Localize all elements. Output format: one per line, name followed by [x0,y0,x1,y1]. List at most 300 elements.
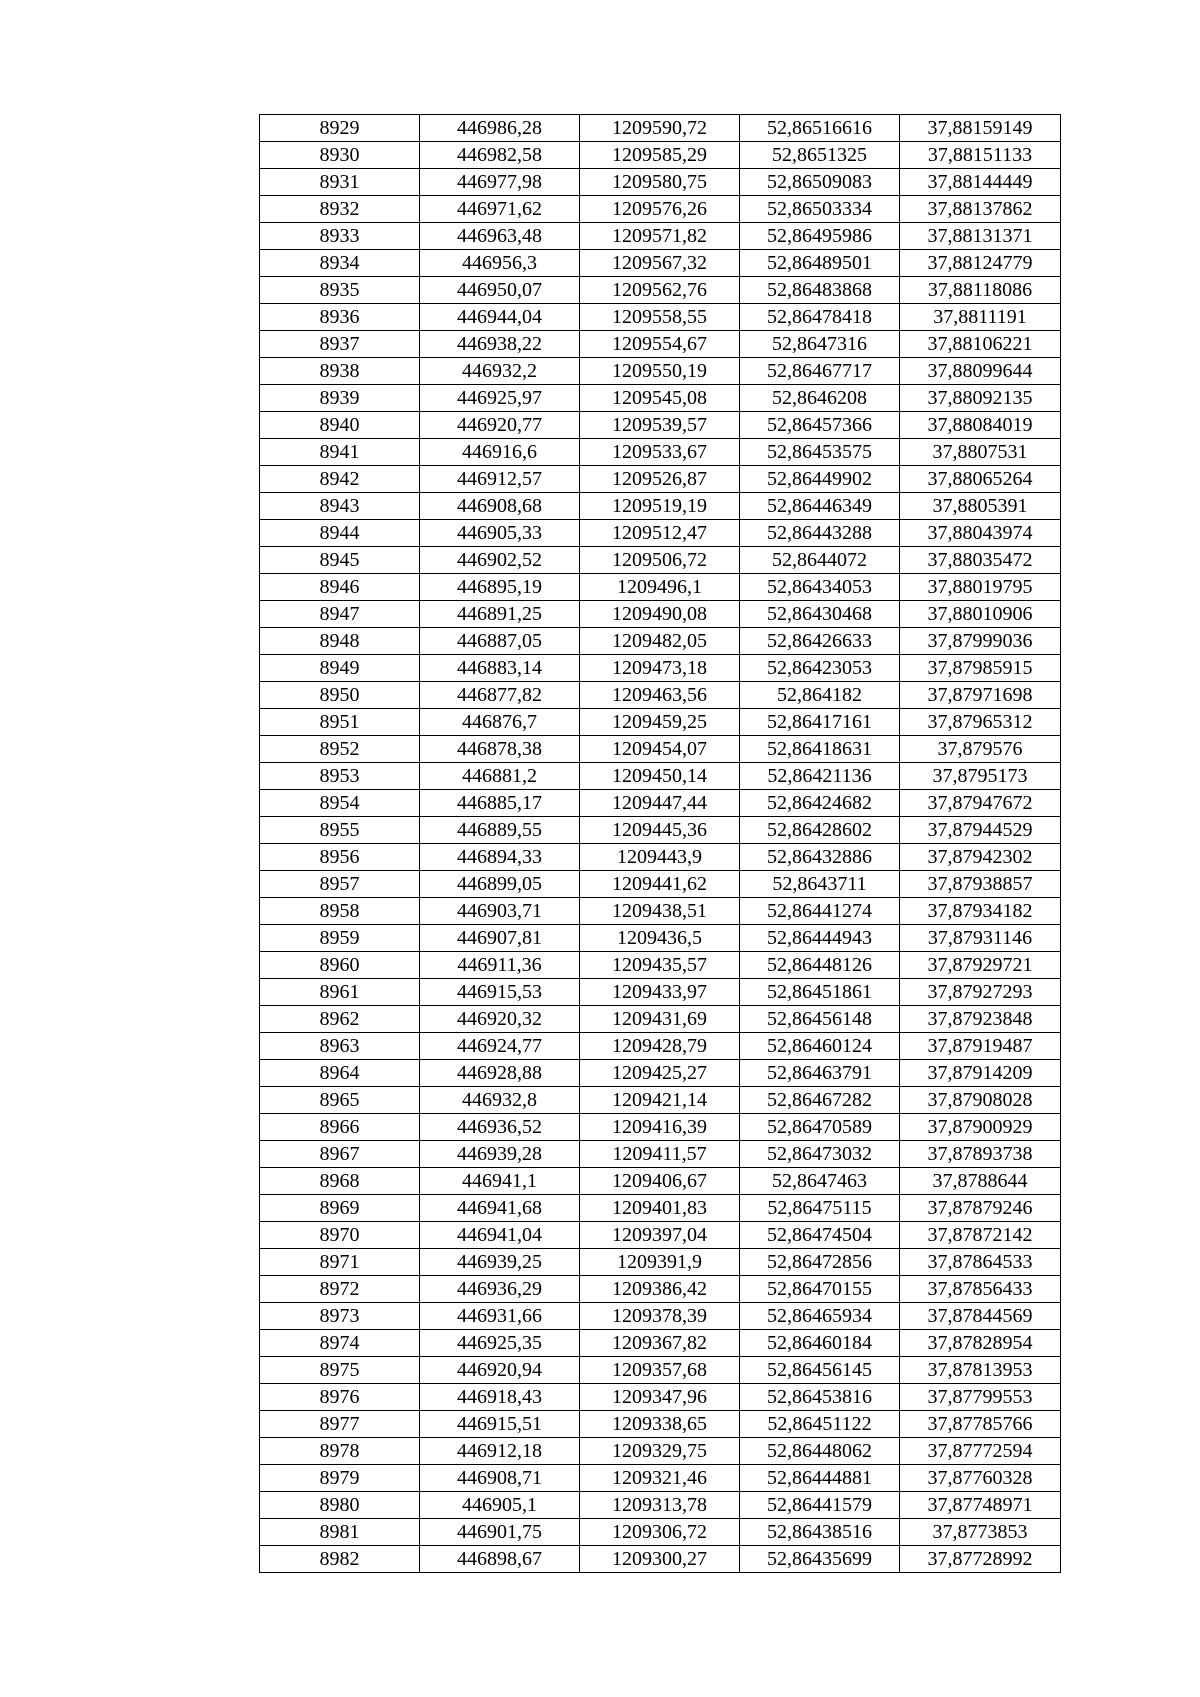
longitude-cell: 37,87900929 [900,1114,1061,1141]
table-row [260,844,1061,871]
table-row [260,385,1061,412]
table-row [260,1303,1061,1330]
point-number-cell: 8967 [260,1141,420,1168]
coordinates-table [259,114,1061,1573]
latitude-cell: 52,86444943 [740,925,900,952]
table-row [260,547,1061,574]
x-coordinate-cell: 446931,66 [420,1303,580,1330]
longitude-cell: 37,8805391 [900,493,1061,520]
x-coordinate-cell: 446903,71 [420,898,580,925]
table-row [260,439,1061,466]
point-number-cell: 8979 [260,1465,420,1492]
x-coordinate-cell: 446925,97 [420,385,580,412]
point-number-cell: 8959 [260,925,420,952]
x-coordinate-cell: 446894,33 [420,844,580,871]
point-number-cell: 8942 [260,466,420,493]
latitude-cell: 52,86472856 [740,1249,900,1276]
longitude-cell: 37,87944529 [900,817,1061,844]
latitude-cell: 52,86451861 [740,979,900,1006]
latitude-cell: 52,86475115 [740,1195,900,1222]
x-coordinate-cell: 446950,07 [420,277,580,304]
point-number-cell: 8964 [260,1060,420,1087]
table-row [260,358,1061,385]
point-number-cell: 8948 [260,628,420,655]
x-coordinate-cell: 446944,04 [420,304,580,331]
y-coordinate-cell: 1209554,67 [580,331,740,358]
x-coordinate-cell: 446939,28 [420,1141,580,1168]
table-row [260,1087,1061,1114]
latitude-cell: 52,86428602 [740,817,900,844]
latitude-cell: 52,8643711 [740,871,900,898]
table-row [260,250,1061,277]
table-row [260,817,1061,844]
x-coordinate-cell: 446920,77 [420,412,580,439]
y-coordinate-cell: 1209539,57 [580,412,740,439]
longitude-cell: 37,87872142 [900,1222,1061,1249]
table-row [260,1519,1061,1546]
y-coordinate-cell: 1209454,07 [580,736,740,763]
longitude-cell: 37,879576 [900,736,1061,763]
y-coordinate-cell: 1209450,14 [580,763,740,790]
point-number-cell: 8946 [260,574,420,601]
x-coordinate-cell: 446941,1 [420,1168,580,1195]
x-coordinate-cell: 446916,6 [420,439,580,466]
point-number-cell: 8947 [260,601,420,628]
x-coordinate-cell: 446915,53 [420,979,580,1006]
table-row [260,169,1061,196]
x-coordinate-cell: 446918,43 [420,1384,580,1411]
table-row [260,1492,1061,1519]
table-row [260,142,1061,169]
longitude-cell: 37,87772594 [900,1438,1061,1465]
latitude-cell: 52,86457366 [740,412,900,439]
longitude-cell: 37,88099644 [900,358,1061,385]
y-coordinate-cell: 1209425,27 [580,1060,740,1087]
x-coordinate-cell: 446938,22 [420,331,580,358]
table-row [260,1465,1061,1492]
longitude-cell: 37,88065264 [900,466,1061,493]
point-number-cell: 8944 [260,520,420,547]
point-number-cell: 8977 [260,1411,420,1438]
latitude-cell: 52,86478418 [740,304,900,331]
point-number-cell: 8955 [260,817,420,844]
longitude-cell: 37,87942302 [900,844,1061,871]
table-row [260,682,1061,709]
point-number-cell: 8937 [260,331,420,358]
latitude-cell: 52,86483868 [740,277,900,304]
y-coordinate-cell: 1209378,39 [580,1303,740,1330]
y-coordinate-cell: 1209431,69 [580,1006,740,1033]
point-number-cell: 8935 [260,277,420,304]
latitude-cell: 52,8644072 [740,547,900,574]
x-coordinate-cell: 446901,75 [420,1519,580,1546]
table-row [260,1114,1061,1141]
x-coordinate-cell: 446895,19 [420,574,580,601]
table-row [260,898,1061,925]
x-coordinate-cell: 446912,57 [420,466,580,493]
y-coordinate-cell: 1209357,68 [580,1357,740,1384]
x-coordinate-cell: 446936,52 [420,1114,580,1141]
latitude-cell: 52,86509083 [740,169,900,196]
latitude-cell: 52,86460184 [740,1330,900,1357]
x-coordinate-cell: 446932,8 [420,1087,580,1114]
latitude-cell: 52,86474504 [740,1222,900,1249]
y-coordinate-cell: 1209338,65 [580,1411,740,1438]
longitude-cell: 37,87864533 [900,1249,1061,1276]
longitude-cell: 37,87985915 [900,655,1061,682]
longitude-cell: 37,87914209 [900,1060,1061,1087]
x-coordinate-cell: 446963,48 [420,223,580,250]
coordinates-table-body [260,115,1061,1573]
x-coordinate-cell: 446912,18 [420,1438,580,1465]
point-number-cell: 8980 [260,1492,420,1519]
longitude-cell: 37,88124779 [900,250,1061,277]
point-number-cell: 8936 [260,304,420,331]
longitude-cell: 37,87828954 [900,1330,1061,1357]
y-coordinate-cell: 1209482,05 [580,628,740,655]
latitude-cell: 52,86432886 [740,844,900,871]
longitude-cell: 37,87919487 [900,1033,1061,1060]
table-row [260,1357,1061,1384]
y-coordinate-cell: 1209313,78 [580,1492,740,1519]
x-coordinate-cell: 446941,04 [420,1222,580,1249]
point-number-cell: 8968 [260,1168,420,1195]
table-row [260,709,1061,736]
latitude-cell: 52,86470589 [740,1114,900,1141]
longitude-cell: 37,88019795 [900,574,1061,601]
point-number-cell: 8941 [260,439,420,466]
latitude-cell: 52,86441579 [740,1492,900,1519]
y-coordinate-cell: 1209416,39 [580,1114,740,1141]
point-number-cell: 8933 [260,223,420,250]
point-number-cell: 8950 [260,682,420,709]
table-row [260,331,1061,358]
longitude-cell: 37,8773853 [900,1519,1061,1546]
latitude-cell: 52,86495986 [740,223,900,250]
table-row [260,736,1061,763]
point-number-cell: 8957 [260,871,420,898]
x-coordinate-cell: 446928,88 [420,1060,580,1087]
y-coordinate-cell: 1209441,62 [580,871,740,898]
table-row [260,952,1061,979]
longitude-cell: 37,88035472 [900,547,1061,574]
x-coordinate-cell: 446982,58 [420,142,580,169]
y-coordinate-cell: 1209463,56 [580,682,740,709]
longitude-cell: 37,87728992 [900,1546,1061,1573]
point-number-cell: 8960 [260,952,420,979]
x-coordinate-cell: 446887,05 [420,628,580,655]
point-number-cell: 8971 [260,1249,420,1276]
point-number-cell: 8973 [260,1303,420,1330]
y-coordinate-cell: 1209490,08 [580,601,740,628]
x-coordinate-cell: 446925,35 [420,1330,580,1357]
x-coordinate-cell: 446883,14 [420,655,580,682]
y-coordinate-cell: 1209401,83 [580,1195,740,1222]
table-row [260,925,1061,952]
longitude-cell: 37,87923848 [900,1006,1061,1033]
latitude-cell: 52,86449902 [740,466,900,493]
latitude-cell: 52,8647316 [740,331,900,358]
y-coordinate-cell: 1209306,72 [580,1519,740,1546]
latitude-cell: 52,86456148 [740,1006,900,1033]
y-coordinate-cell: 1209571,82 [580,223,740,250]
longitude-cell: 37,88092135 [900,385,1061,412]
table-row [260,223,1061,250]
latitude-cell: 52,86467717 [740,358,900,385]
x-coordinate-cell: 446932,2 [420,358,580,385]
point-number-cell: 8981 [260,1519,420,1546]
y-coordinate-cell: 1209567,32 [580,250,740,277]
x-coordinate-cell: 446915,51 [420,1411,580,1438]
y-coordinate-cell: 1209526,87 [580,466,740,493]
latitude-cell: 52,864182 [740,682,900,709]
latitude-cell: 52,86423053 [740,655,900,682]
y-coordinate-cell: 1209428,79 [580,1033,740,1060]
table-row [260,1006,1061,1033]
y-coordinate-cell: 1209321,46 [580,1465,740,1492]
table-row [260,574,1061,601]
y-coordinate-cell: 1209590,72 [580,115,740,142]
longitude-cell: 37,87931146 [900,925,1061,952]
table-row [260,520,1061,547]
table-row [260,1438,1061,1465]
table-row [260,493,1061,520]
latitude-cell: 52,86503334 [740,196,900,223]
y-coordinate-cell: 1209391,9 [580,1249,740,1276]
longitude-cell: 37,87893738 [900,1141,1061,1168]
table-row [260,304,1061,331]
longitude-cell: 37,8795173 [900,763,1061,790]
longitude-cell: 37,87844569 [900,1303,1061,1330]
latitude-cell: 52,86473032 [740,1141,900,1168]
longitude-cell: 37,87965312 [900,709,1061,736]
table-row [260,1330,1061,1357]
x-coordinate-cell: 446924,77 [420,1033,580,1060]
point-number-cell: 8939 [260,385,420,412]
x-coordinate-cell: 446905,33 [420,520,580,547]
latitude-cell: 52,86470155 [740,1276,900,1303]
table-row [260,1249,1061,1276]
longitude-cell: 37,8807531 [900,439,1061,466]
longitude-cell: 37,87999036 [900,628,1061,655]
latitude-cell: 52,86430468 [740,601,900,628]
longitude-cell: 37,88084019 [900,412,1061,439]
point-number-cell: 8976 [260,1384,420,1411]
y-coordinate-cell: 1209550,19 [580,358,740,385]
x-coordinate-cell: 446877,82 [420,682,580,709]
point-number-cell: 8934 [260,250,420,277]
longitude-cell: 37,88010906 [900,601,1061,628]
point-number-cell: 8932 [260,196,420,223]
table-row [260,655,1061,682]
table-row [260,466,1061,493]
longitude-cell: 37,8811191 [900,304,1061,331]
x-coordinate-cell: 446986,28 [420,115,580,142]
point-number-cell: 8982 [260,1546,420,1573]
y-coordinate-cell: 1209519,19 [580,493,740,520]
longitude-cell: 37,87748971 [900,1492,1061,1519]
y-coordinate-cell: 1209435,57 [580,952,740,979]
latitude-cell: 52,86424682 [740,790,900,817]
y-coordinate-cell: 1209421,14 [580,1087,740,1114]
x-coordinate-cell: 446905,1 [420,1492,580,1519]
latitude-cell: 52,86467282 [740,1087,900,1114]
longitude-cell: 37,88043974 [900,520,1061,547]
x-coordinate-cell: 446936,29 [420,1276,580,1303]
y-coordinate-cell: 1209473,18 [580,655,740,682]
table-row [260,1546,1061,1573]
table-row [260,1195,1061,1222]
latitude-cell: 52,86448062 [740,1438,900,1465]
y-coordinate-cell: 1209512,47 [580,520,740,547]
latitude-cell: 52,8651325 [740,142,900,169]
table-row [260,1033,1061,1060]
longitude-cell: 37,87856433 [900,1276,1061,1303]
longitude-cell: 37,87927293 [900,979,1061,1006]
x-coordinate-cell: 446907,81 [420,925,580,952]
x-coordinate-cell: 446971,62 [420,196,580,223]
y-coordinate-cell: 1209585,29 [580,142,740,169]
point-number-cell: 8958 [260,898,420,925]
point-number-cell: 8951 [260,709,420,736]
y-coordinate-cell: 1209445,36 [580,817,740,844]
x-coordinate-cell: 446876,7 [420,709,580,736]
point-number-cell: 8961 [260,979,420,1006]
table-row [260,1411,1061,1438]
x-coordinate-cell: 446898,67 [420,1546,580,1573]
latitude-cell: 52,86451122 [740,1411,900,1438]
y-coordinate-cell: 1209406,67 [580,1168,740,1195]
x-coordinate-cell: 446881,2 [420,763,580,790]
y-coordinate-cell: 1209443,9 [580,844,740,871]
longitude-cell: 37,87785766 [900,1411,1061,1438]
y-coordinate-cell: 1209367,82 [580,1330,740,1357]
latitude-cell: 52,86448126 [740,952,900,979]
y-coordinate-cell: 1209533,67 [580,439,740,466]
table-row [260,115,1061,142]
latitude-cell: 52,86421136 [740,763,900,790]
longitude-cell: 37,88151133 [900,142,1061,169]
latitude-cell: 52,86435699 [740,1546,900,1573]
table-row [260,1141,1061,1168]
x-coordinate-cell: 446956,3 [420,250,580,277]
y-coordinate-cell: 1209411,57 [580,1141,740,1168]
latitude-cell: 52,86465934 [740,1303,900,1330]
y-coordinate-cell: 1209447,44 [580,790,740,817]
longitude-cell: 37,87947672 [900,790,1061,817]
x-coordinate-cell: 446908,68 [420,493,580,520]
latitude-cell: 52,86453816 [740,1384,900,1411]
longitude-cell: 37,87813953 [900,1357,1061,1384]
y-coordinate-cell: 1209300,27 [580,1546,740,1573]
point-number-cell: 8974 [260,1330,420,1357]
y-coordinate-cell: 1209545,08 [580,385,740,412]
point-number-cell: 8965 [260,1087,420,1114]
longitude-cell: 37,88118086 [900,277,1061,304]
y-coordinate-cell: 1209580,75 [580,169,740,196]
y-coordinate-cell: 1209347,96 [580,1384,740,1411]
x-coordinate-cell: 446941,68 [420,1195,580,1222]
latitude-cell: 52,86460124 [740,1033,900,1060]
latitude-cell: 52,86434053 [740,574,900,601]
point-number-cell: 8963 [260,1033,420,1060]
table-row [260,1222,1061,1249]
table-row [260,1168,1061,1195]
longitude-cell: 37,8788644 [900,1168,1061,1195]
latitude-cell: 52,86516616 [740,115,900,142]
latitude-cell: 52,86443288 [740,520,900,547]
table-row [260,790,1061,817]
y-coordinate-cell: 1209562,76 [580,277,740,304]
latitude-cell: 52,8647463 [740,1168,900,1195]
y-coordinate-cell: 1209506,72 [580,547,740,574]
latitude-cell: 52,86444881 [740,1465,900,1492]
longitude-cell: 37,87929721 [900,952,1061,979]
longitude-cell: 37,88137862 [900,196,1061,223]
point-number-cell: 8952 [260,736,420,763]
table-row [260,196,1061,223]
x-coordinate-cell: 446889,55 [420,817,580,844]
y-coordinate-cell: 1209496,1 [580,574,740,601]
longitude-cell: 37,87879246 [900,1195,1061,1222]
table-row [260,979,1061,1006]
latitude-cell: 52,86456145 [740,1357,900,1384]
point-number-cell: 8931 [260,169,420,196]
point-number-cell: 8943 [260,493,420,520]
x-coordinate-cell: 446911,36 [420,952,580,979]
x-coordinate-cell: 446908,71 [420,1465,580,1492]
table-row [260,628,1061,655]
point-number-cell: 8969 [260,1195,420,1222]
table-row [260,1060,1061,1087]
longitude-cell: 37,87760328 [900,1465,1061,1492]
longitude-cell: 37,88159149 [900,115,1061,142]
x-coordinate-cell: 446878,38 [420,736,580,763]
x-coordinate-cell: 446899,05 [420,871,580,898]
point-number-cell: 8962 [260,1006,420,1033]
longitude-cell: 37,87938857 [900,871,1061,898]
table-row [260,601,1061,628]
point-number-cell: 8930 [260,142,420,169]
x-coordinate-cell: 446920,32 [420,1006,580,1033]
table-row [260,763,1061,790]
latitude-cell: 52,86453575 [740,439,900,466]
table-row [260,412,1061,439]
table-row [260,871,1061,898]
point-number-cell: 8970 [260,1222,420,1249]
longitude-cell: 37,88144449 [900,169,1061,196]
point-number-cell: 8929 [260,115,420,142]
point-number-cell: 8972 [260,1276,420,1303]
y-coordinate-cell: 1209386,42 [580,1276,740,1303]
y-coordinate-cell: 1209436,5 [580,925,740,952]
longitude-cell: 37,87934182 [900,898,1061,925]
y-coordinate-cell: 1209576,26 [580,196,740,223]
longitude-cell: 37,87971698 [900,682,1061,709]
x-coordinate-cell: 446939,25 [420,1249,580,1276]
point-number-cell: 8953 [260,763,420,790]
point-number-cell: 8966 [260,1114,420,1141]
x-coordinate-cell: 446902,52 [420,547,580,574]
point-number-cell: 8938 [260,358,420,385]
point-number-cell: 8945 [260,547,420,574]
y-coordinate-cell: 1209459,25 [580,709,740,736]
y-coordinate-cell: 1209433,97 [580,979,740,1006]
latitude-cell: 52,86418631 [740,736,900,763]
y-coordinate-cell: 1209558,55 [580,304,740,331]
table-row [260,277,1061,304]
longitude-cell: 37,88106221 [900,331,1061,358]
